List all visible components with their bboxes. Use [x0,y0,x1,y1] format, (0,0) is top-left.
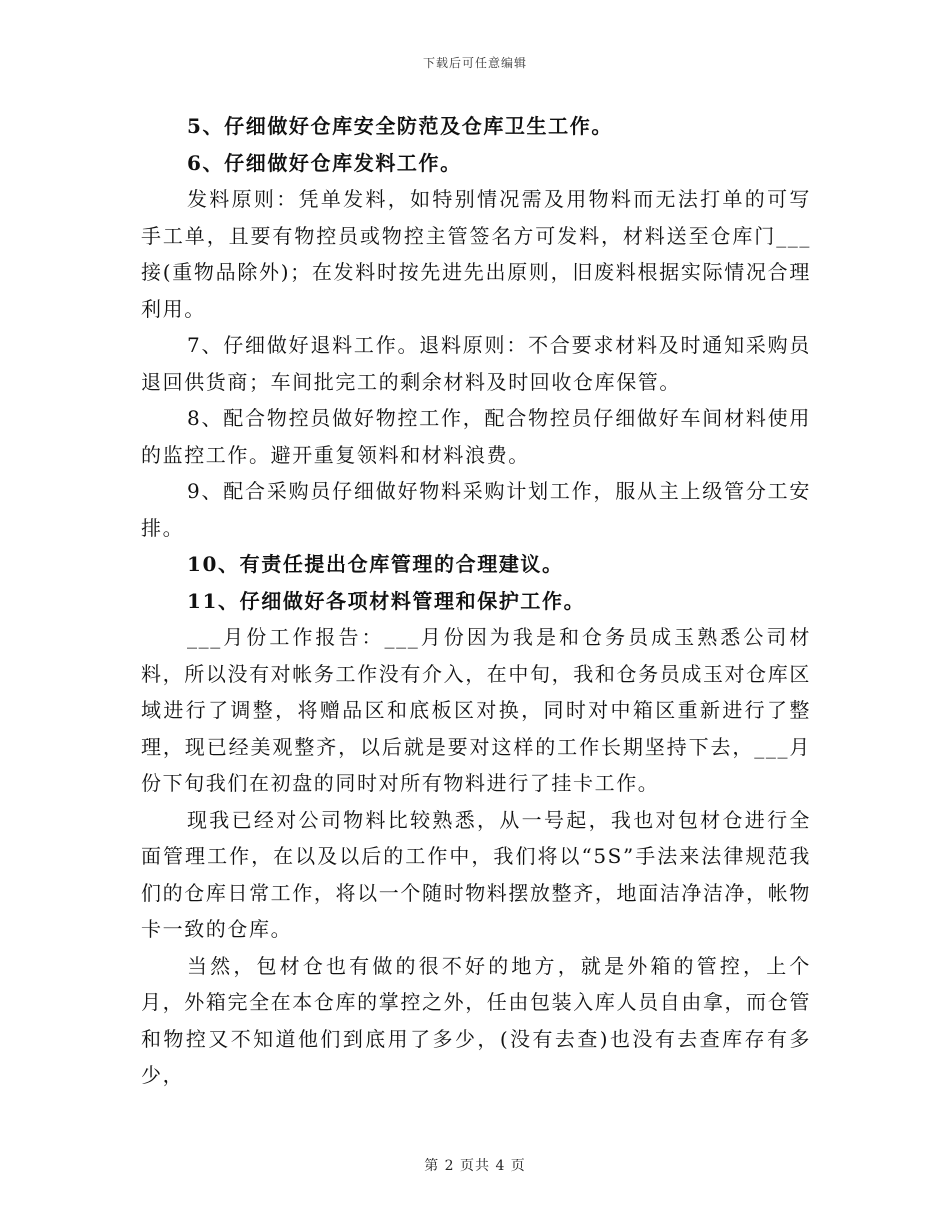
monthly-report-paragraph: ___月份工作报告：___月份因为我是和仓务员成玉熟悉公司材料，所以没有对帐务工作没有介入，在中旬，我和仓务员成玉对仓库区域进行了调整，将赠品区和底板区对换，同时对中箱区重新进行了整理，现已经美观整齐，以后就是要对这样的工作长期坚持下去，___月份下旬我们在初盘的同时对所有物料进行了挂卡工作。 [141,625,811,795]
item-7-paragraph: 7、仔细做好退料工作。退料原则：不合要求材料及时通知采购员退回供货商；车间批完工的剩余材料及时回收仓库保管。 [141,333,811,394]
item-5-heading: 5、仔细做好仓库安全防范及仓库卫生工作。 [187,114,613,138]
item-8-paragraph: 8、配合物控员做好物控工作，配合物控员仔细做好车间材料使用的监控工作。避开重复领料和材料浪费。 [141,406,811,467]
page-header: 下载后可任意编辑 [422,56,527,70]
item-9-paragraph: 9、配合采购员仔细做好物料采购计划工作，服从主上级管分工安排。 [141,479,811,540]
current-status-paragraph: 现我已经对公司物料比较熟悉，从一号起，我也对包材仓进行全面管理工作，在以及以后的工作中，我们将以“5S”手法来法律规范我们的仓库日常工作，将以一个随时物料摆放整齐，地面洁净洁净，帐物卡一致的仓库。 [141,807,811,941]
page-footer: 第 2 页共 4 页 [424,1158,526,1174]
item-6-heading: 6、仔细做好仓库发料工作。 [187,150,462,175]
item-11-heading: 11、仔细做好各项材料管理和保护工作。 [187,588,586,613]
issue-principle-paragraph: 发料原则：凭单发料，如特别情况需及用物料而无法打单的可写手工单，且要有物控员或物控主管签名方可发料，材料送至仓库门___接(重物品除外)；在发料时按先进先出原则，旧废料根据实际情况合理利用。 [141,187,811,321]
shortcomings-paragraph: 当然，包材仓也有做的很不好的地方，就是外箱的管控，上个月，外箱完全在本仓库的掌控之外，任由包装入库人员自由拿，而仓管和物控又不知道他们到底用了多少，(没有去查)也没有去查库存有多少， [141,953,811,1087]
document-body [141,108,811,1094]
item-10-heading: 10、有责任提出仓库管理的合理建议。 [187,552,564,576]
